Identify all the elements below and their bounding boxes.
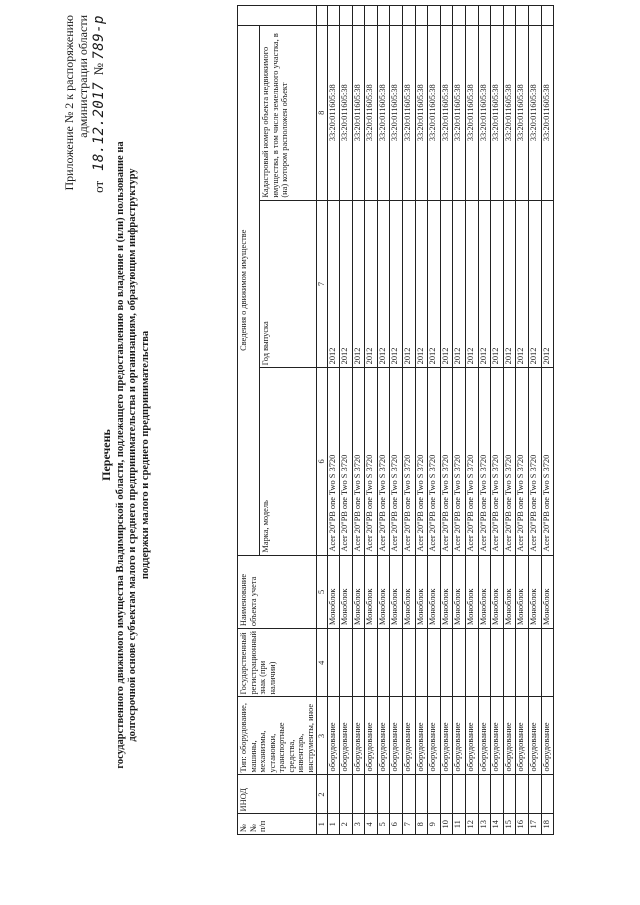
row-type: оборудование: [377, 697, 390, 775]
row-extra: [491, 6, 504, 26]
row-cadastral: 33:20:011605:38: [453, 25, 466, 200]
number-prefix: №: [91, 62, 106, 76]
row-inod: [503, 775, 516, 814]
row-name: Моноблок: [453, 555, 466, 628]
row-extra: [453, 6, 466, 26]
table-row: [491, 6, 504, 835]
row-inod: [541, 775, 554, 814]
row-inod: [390, 775, 403, 814]
row-cadastral: 33:20:011605:38: [491, 25, 504, 200]
row-type: оборудование: [428, 697, 441, 775]
row-model: Acer 20"PB one Two S 3720: [466, 368, 479, 555]
row-reg: [390, 629, 403, 697]
header-extra: [238, 6, 317, 26]
colnum-5: 5: [317, 555, 328, 628]
colnum-1: 1: [317, 814, 328, 835]
row-year: 2012: [327, 200, 340, 368]
row-cadastral: 33:20:011605:38: [466, 25, 479, 200]
row-type: оборудование: [365, 697, 378, 775]
row-name: Моноблок: [377, 555, 390, 628]
row-number: 10: [440, 814, 453, 835]
row-inod: [352, 775, 365, 814]
row-inod: [340, 775, 353, 814]
row-model: Acer 20"PB one Two S 3720: [415, 368, 428, 555]
row-model: Acer 20"PB one Two S 3720: [340, 368, 353, 555]
row-inod: [327, 775, 340, 814]
row-model: Acer 20"PB one Two S 3720: [428, 368, 441, 555]
row-year: 2012: [440, 200, 453, 368]
row-extra: [415, 6, 428, 26]
row-reg: [327, 629, 340, 697]
row-type: оборудование: [390, 697, 403, 775]
table-row: [327, 6, 340, 835]
row-model: Acer 20"PB one Two S 3720: [529, 368, 542, 555]
number-value: 789-р: [91, 15, 107, 60]
table-row: [466, 6, 479, 835]
colnum-3: 3: [317, 697, 328, 775]
row-year: 2012: [340, 200, 353, 368]
title-main: Перечень: [99, 429, 113, 481]
row-reg: [453, 629, 466, 697]
header-year: Год выпуска: [260, 200, 317, 368]
row-extra: [365, 6, 378, 26]
row-type: оборудование: [503, 697, 516, 775]
row-cadastral: 33:20:011605:38: [428, 25, 441, 200]
row-extra: [352, 6, 365, 26]
row-year: 2012: [390, 200, 403, 368]
colnum-8: 8: [317, 25, 328, 200]
title-line-3: поддержки малого и среднего предпринимательства: [139, 330, 151, 580]
row-type: оборудование: [453, 697, 466, 775]
row-type: оборудование: [352, 697, 365, 775]
header-cadastral: Кадастровый номер объекта недвижимого имущества, в том числе земельного участка, в (на) котором расположен объект: [260, 25, 317, 200]
row-year: 2012: [466, 200, 479, 368]
column-number-row: [317, 6, 328, 835]
row-reg: [491, 629, 504, 697]
row-inod: [529, 775, 542, 814]
row-inod: [428, 775, 441, 814]
row-cadastral: 33:20:011605:38: [516, 25, 529, 200]
table-row: [440, 6, 453, 835]
row-reg: [516, 629, 529, 697]
row-type: оборудование: [440, 697, 453, 775]
row-reg: [352, 629, 365, 697]
table-row: [340, 6, 353, 835]
row-model: Acer 20"PB one Two S 3720: [516, 368, 529, 555]
header-group: Сведения о движимом имуществе: [238, 25, 260, 555]
row-name: Моноблок: [541, 555, 554, 628]
row-inod: [365, 775, 378, 814]
row-number: 16: [516, 814, 529, 835]
row-name: Моноблок: [440, 555, 453, 628]
row-reg: [503, 629, 516, 697]
row-number: 7: [403, 814, 416, 835]
row-reg: [340, 629, 353, 697]
header-inod: ИНОД: [238, 775, 317, 814]
row-cadastral: 33:20:011605:38: [415, 25, 428, 200]
row-type: оборудование: [478, 697, 491, 775]
row-reg: [377, 629, 390, 697]
row-extra: [478, 6, 491, 26]
table-row: [529, 6, 542, 835]
row-reg: [529, 629, 542, 697]
row-name: Моноблок: [327, 555, 340, 628]
date-prefix: от: [91, 180, 106, 193]
row-extra: [390, 6, 403, 26]
row-type: оборудование: [529, 697, 542, 775]
row-year: 2012: [541, 200, 554, 368]
row-model: Acer 20"PB one Two S 3720: [390, 368, 403, 555]
table-row: [541, 6, 554, 835]
row-cadastral: 33:20:011605:38: [377, 25, 390, 200]
row-number: 8: [415, 814, 428, 835]
appendix-line-1: Приложение № 2 к распоряжению: [62, 15, 76, 191]
row-extra: [503, 6, 516, 26]
row-extra: [516, 6, 529, 26]
row-cadastral: 33:20:011605:38: [503, 25, 516, 200]
row-number: 13: [478, 814, 491, 835]
row-number: 1: [327, 814, 340, 835]
row-model: Acer 20"PB one Two S 3720: [403, 368, 416, 555]
row-model: Acer 20"PB one Two S 3720: [377, 368, 390, 555]
row-extra: [327, 6, 340, 26]
title-line-2: долгосрочной основе субъектам малого и среднего предпринимательства и организациям, образующим инфраструктуру: [127, 168, 138, 742]
row-type: оборудование: [340, 697, 353, 775]
row-cadastral: 33:20:011605:38: [403, 25, 416, 200]
row-inod: [440, 775, 453, 814]
row-number: 11: [453, 814, 466, 835]
row-model: Acer 20"PB one Two S 3720: [327, 368, 340, 555]
row-reg: [403, 629, 416, 697]
row-inod: [453, 775, 466, 814]
row-extra: [541, 6, 554, 26]
row-model: Acer 20"PB one Two S 3720: [365, 368, 378, 555]
table-header-row-1: [238, 6, 260, 835]
row-cadastral: 33:20:011605:38: [340, 25, 353, 200]
header-num: №№ п/п: [238, 814, 317, 835]
property-table: [237, 5, 554, 835]
row-cadastral: 33:20:011605:38: [478, 25, 491, 200]
table-row: [428, 6, 441, 835]
row-year: 2012: [352, 200, 365, 368]
row-number: 17: [529, 814, 542, 835]
table-row: [365, 6, 378, 835]
header-name: Наименование объекта учета: [238, 555, 317, 628]
table-row: [415, 6, 428, 835]
row-type: оборудование: [491, 697, 504, 775]
row-cadastral: 33:20:011605:38: [529, 25, 542, 200]
table-body: [327, 6, 554, 835]
row-cadastral: 33:20:011605:38: [327, 25, 340, 200]
row-cadastral: 33:20:011605:38: [541, 25, 554, 200]
row-reg: [428, 629, 441, 697]
row-reg: [541, 629, 554, 697]
row-model: Acer 20"PB one Two S 3720: [352, 368, 365, 555]
row-inod: [478, 775, 491, 814]
row-name: Моноблок: [352, 555, 365, 628]
row-name: Моноблок: [365, 555, 378, 628]
row-name: Моноблок: [491, 555, 504, 628]
table-row: [403, 6, 416, 835]
row-number: 3: [352, 814, 365, 835]
row-inod: [403, 775, 416, 814]
table-row: [516, 6, 529, 835]
row-number: 2: [340, 814, 353, 835]
row-inod: [516, 775, 529, 814]
row-number: 15: [503, 814, 516, 835]
row-inod: [491, 775, 504, 814]
row-extra: [377, 6, 390, 26]
colnum-2: 2: [317, 775, 328, 814]
row-reg: [466, 629, 479, 697]
header-reg: Государственный регистрационный знак (при наличии): [238, 629, 317, 697]
table-row: [453, 6, 466, 835]
colnum-6: 6: [317, 368, 328, 555]
row-year: 2012: [503, 200, 516, 368]
row-reg: [478, 629, 491, 697]
table-row: [478, 6, 491, 835]
row-type: оборудование: [516, 697, 529, 775]
row-name: Моноблок: [466, 555, 479, 628]
row-reg: [440, 629, 453, 697]
colnum-extra: [317, 6, 328, 26]
row-name: Моноблок: [478, 555, 491, 628]
row-year: 2012: [403, 200, 416, 368]
colnum-4: 4: [317, 629, 328, 697]
table-row: [390, 6, 403, 835]
row-reg: [365, 629, 378, 697]
row-name: Моноблок: [503, 555, 516, 628]
row-extra: [529, 6, 542, 26]
row-type: оборудование: [403, 697, 416, 775]
row-cadastral: 33:20:011605:38: [390, 25, 403, 200]
row-inod: [415, 775, 428, 814]
row-reg: [415, 629, 428, 697]
row-extra: [466, 6, 479, 26]
row-name: Моноблок: [428, 555, 441, 628]
document-title: [100, 75, 152, 835]
row-inod: [466, 775, 479, 814]
row-number: 12: [466, 814, 479, 835]
row-year: 2012: [453, 200, 466, 368]
row-year: 2012: [529, 200, 542, 368]
row-year: 2012: [478, 200, 491, 368]
date-value: 18.12.2017: [91, 81, 107, 172]
row-model: Acer 20"PB one Two S 3720: [491, 368, 504, 555]
row-model: Acer 20"PB one Two S 3720: [440, 368, 453, 555]
table-row: [377, 6, 390, 835]
row-name: Моноблок: [516, 555, 529, 628]
row-extra: [428, 6, 441, 26]
row-cadastral: 33:20:011605:38: [352, 25, 365, 200]
row-year: 2012: [365, 200, 378, 368]
row-type: оборудование: [466, 697, 479, 775]
row-number: 9: [428, 814, 441, 835]
row-year: 2012: [415, 200, 428, 368]
row-model: Acer 20"PB one Two S 3720: [478, 368, 491, 555]
row-model: Acer 20"PB one Two S 3720: [503, 368, 516, 555]
row-model: Acer 20"PB one Two S 3720: [453, 368, 466, 555]
row-number: 4: [365, 814, 378, 835]
row-type: оборудование: [541, 697, 554, 775]
row-number: 6: [390, 814, 403, 835]
row-year: 2012: [491, 200, 504, 368]
row-extra: [340, 6, 353, 26]
table-row: [503, 6, 516, 835]
row-name: Моноблок: [403, 555, 416, 628]
header-model: Марка, модель: [260, 368, 317, 555]
row-year: 2012: [516, 200, 529, 368]
row-cadastral: 33:20:011605:38: [440, 25, 453, 200]
row-name: Моноблок: [415, 555, 428, 628]
row-number: 18: [541, 814, 554, 835]
row-inod: [377, 775, 390, 814]
row-name: Моноблок: [340, 555, 353, 628]
appendix-line-2: администрации области: [76, 15, 90, 138]
row-year: 2012: [377, 200, 390, 368]
row-model: Acer 20"PB one Two S 3720: [541, 368, 554, 555]
row-name: Моноблок: [529, 555, 542, 628]
row-extra: [440, 6, 453, 26]
row-type: оборудование: [327, 697, 340, 775]
row-number: 14: [491, 814, 504, 835]
colnum-7: 7: [317, 200, 328, 368]
row-number: 5: [377, 814, 390, 835]
header-type: Тип: оборудование, машины, механизмы, установки, транспортные средства, инвентарь, инструменты, иное: [238, 697, 317, 775]
row-type: оборудование: [415, 697, 428, 775]
row-extra: [403, 6, 416, 26]
row-year: 2012: [428, 200, 441, 368]
row-cadastral: 33:20:011605:38: [365, 25, 378, 200]
title-line-1: государственного движимого имущества Владимирской области, подлежащего предоставлению во владение и (или) пользование на: [114, 141, 126, 769]
row-name: Моноблок: [390, 555, 403, 628]
table-row: [352, 6, 365, 835]
